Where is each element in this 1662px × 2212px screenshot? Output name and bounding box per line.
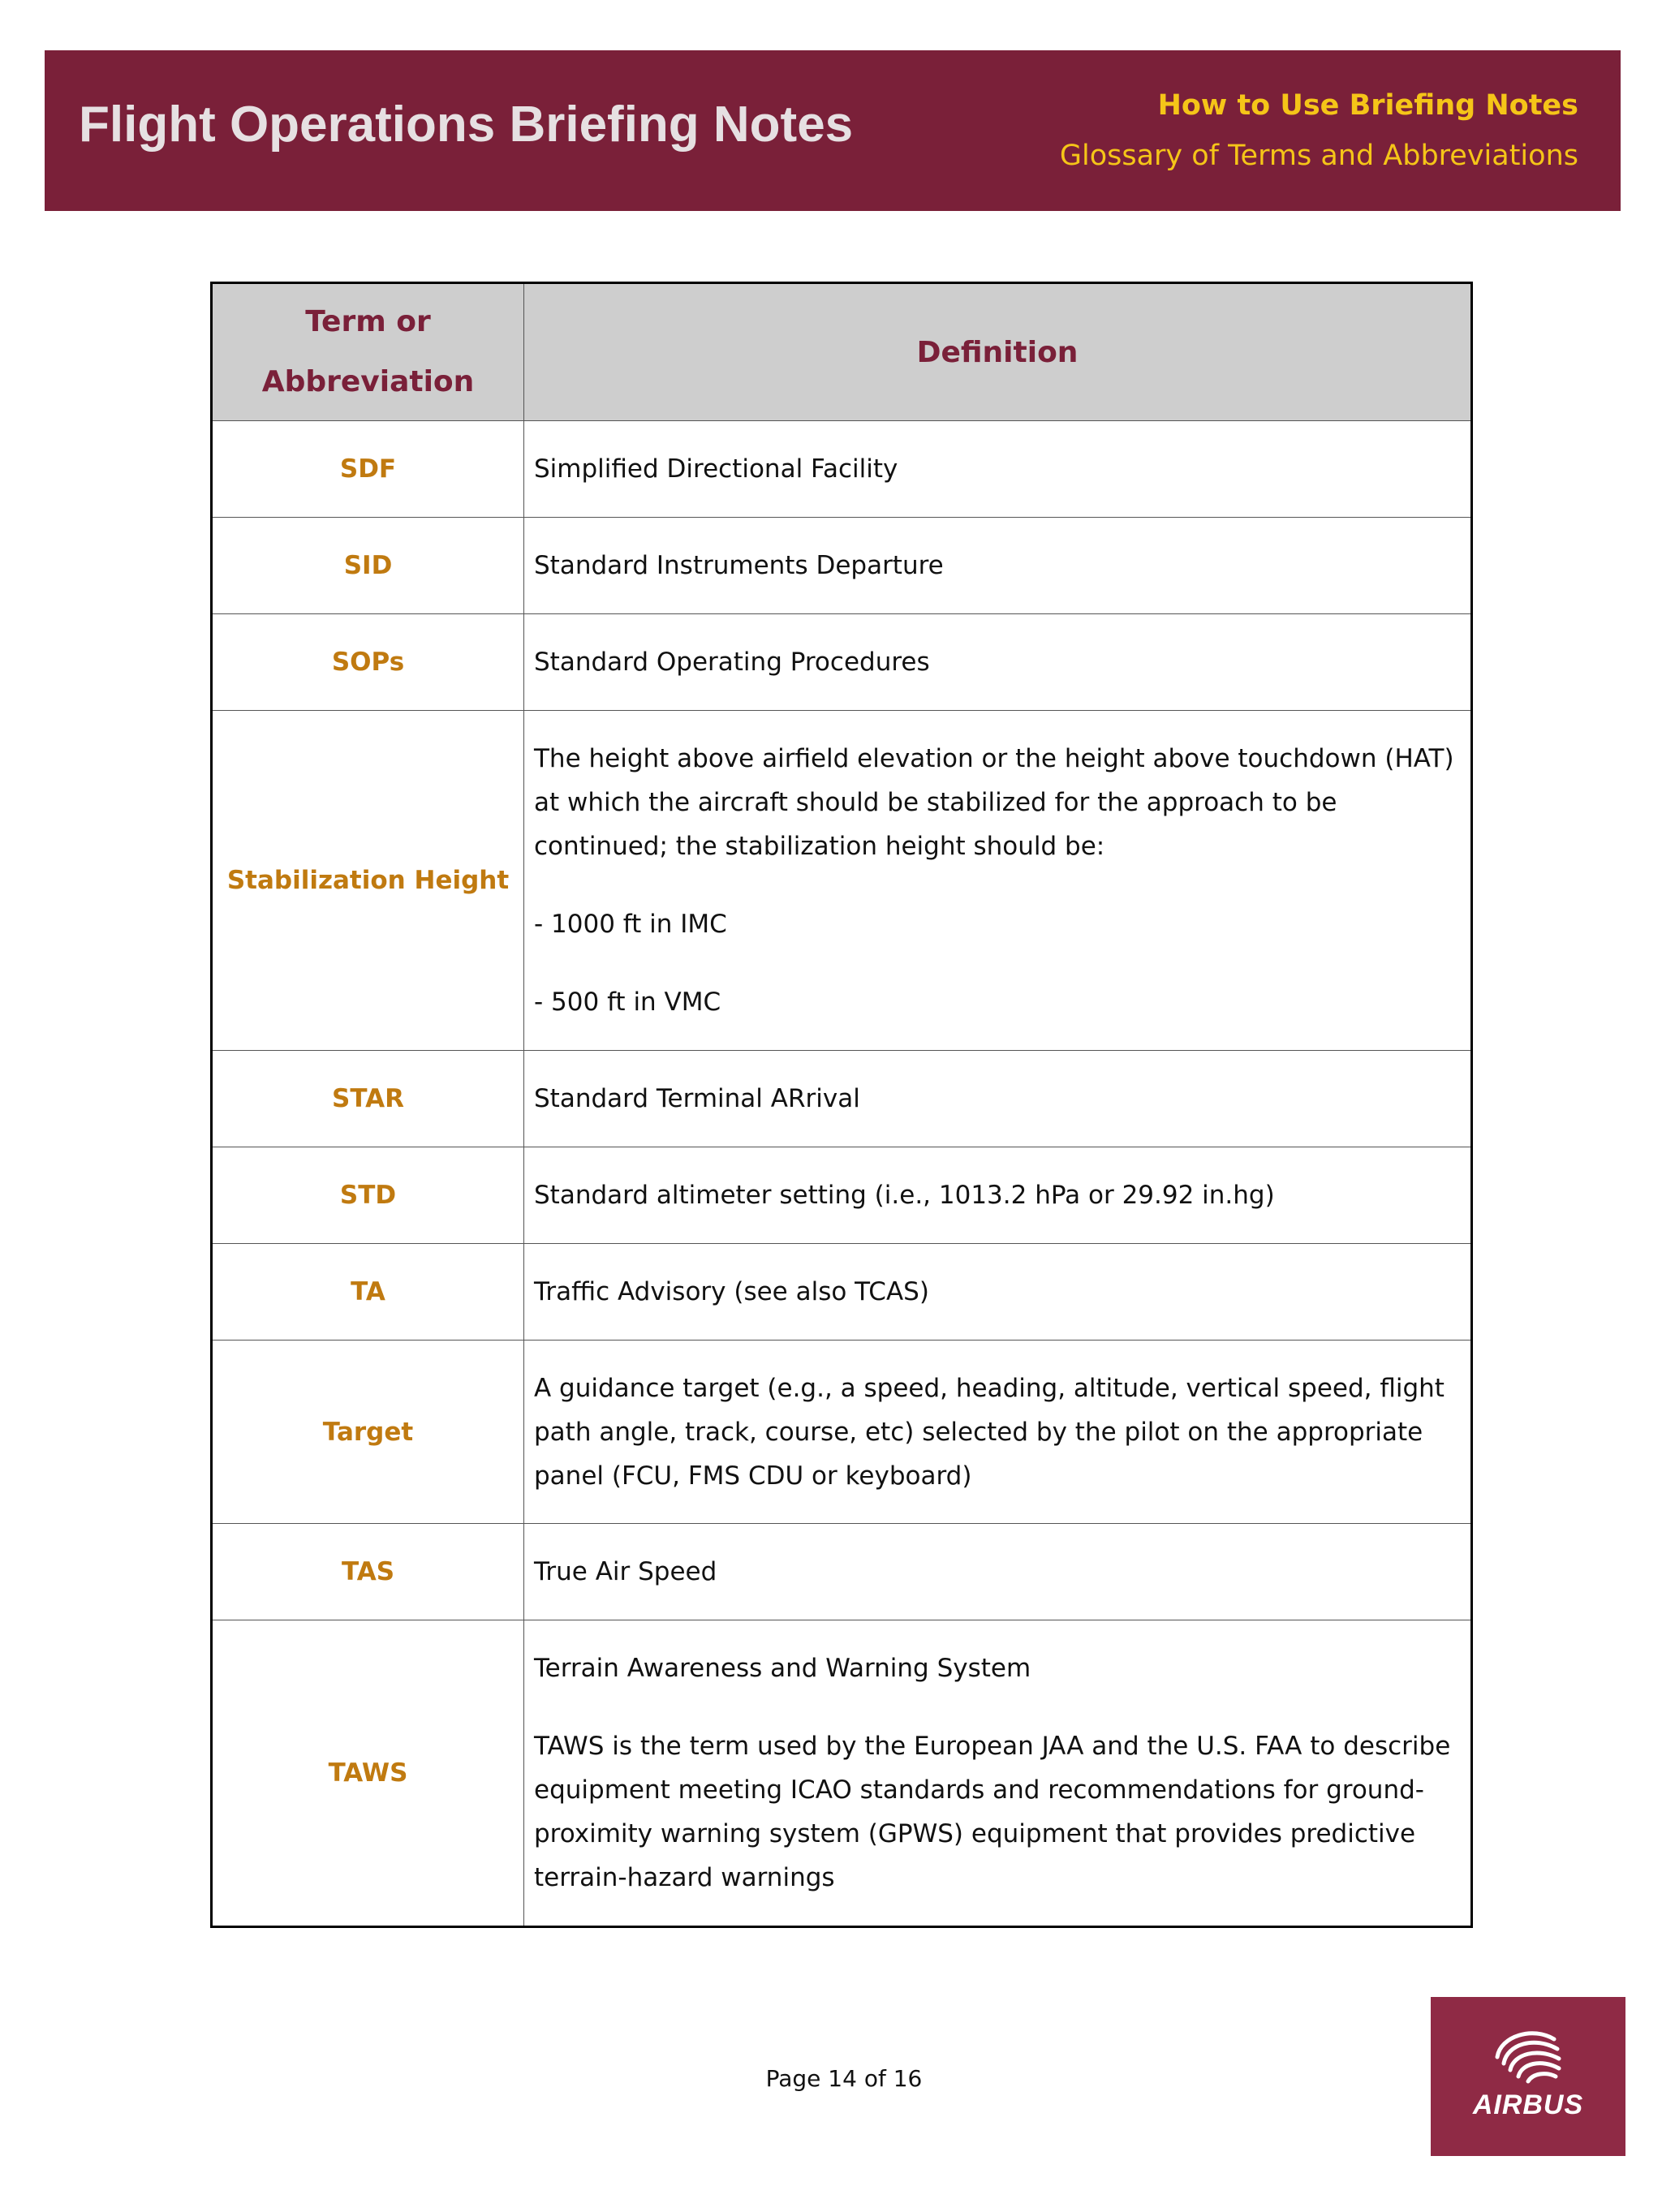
column-header-term-line1: Term or xyxy=(305,305,431,338)
term-cell: TAS xyxy=(212,1524,524,1620)
definition-list-item: - 500 ft in VMC xyxy=(534,988,721,1017)
definition-list-item: - 1000 ft in IMC xyxy=(534,910,727,939)
airbus-wordmark: AIRBUS xyxy=(1472,2089,1584,2120)
term-cell: Stabilization Height xyxy=(212,711,524,1051)
term-cell: STD xyxy=(212,1147,524,1244)
term-cell: TAWS xyxy=(212,1620,524,1927)
term-cell: STAR xyxy=(212,1051,524,1147)
header-right-block xyxy=(1060,86,1578,175)
table-header-row xyxy=(212,283,1472,421)
term-cell: TA xyxy=(212,1244,524,1341)
definition-detail: TAWS is the term used by the European JAA and the U.S. FAA to describe equipment meeting ICAO standards and recommendations for ground-proximity warning system (GPWS) equipment that provides predictive terrain-hazard warnings xyxy=(534,1732,1451,1892)
column-header-term xyxy=(212,283,524,421)
glossary-table xyxy=(210,282,1473,1928)
section-title: Glossary of Terms and Abbreviations xyxy=(1059,140,1578,172)
table-row xyxy=(212,1524,1472,1620)
page-number: Page 14 of 16 xyxy=(765,2065,923,2092)
document-subtitle: How to Use Briefing Notes xyxy=(1157,89,1578,122)
table-row xyxy=(212,421,1472,518)
column-header-definition: Definition xyxy=(524,283,1472,421)
definition-cell xyxy=(524,711,1472,1051)
definition-cell: Standard Operating Procedures xyxy=(524,614,1472,711)
term-cell: SID xyxy=(212,518,524,614)
airbus-logo xyxy=(1431,1997,1625,2156)
definition-cell: True Air Speed xyxy=(524,1524,1472,1620)
term-cell: SOPs xyxy=(212,614,524,711)
definition-cell xyxy=(524,1620,1472,1927)
definition-cell: A guidance target (e.g., a speed, heading, altitude, vertical speed, flight path angle, track, course, etc) selected by the pilot on the appropriate panel (FCU, FMS CDU or keyboard) xyxy=(524,1341,1472,1524)
definition-cell: Traffic Advisory (see also TCAS) xyxy=(524,1244,1472,1341)
column-header-term-line2: Abbreviation xyxy=(261,365,475,398)
term-cell: SDF xyxy=(212,421,524,518)
document-title: Flight Operations Briefing Notes xyxy=(79,97,854,153)
table-row xyxy=(212,1620,1472,1927)
table-row xyxy=(212,1051,1472,1147)
definition-cell: Standard Instruments Departure xyxy=(524,518,1472,614)
table-row xyxy=(212,614,1472,711)
definition-text: The height above airfield elevation or the height above touchdown (HAT) at which the aircraft should be stabilized for the approach to be continued; the stabilization height should be: xyxy=(534,744,1454,861)
definition-cell: Standard altimeter setting (i.e., 1013.2 hPa or 29.92 in.hg) xyxy=(524,1147,1472,1244)
definition-text: Terrain Awareness and Warning System xyxy=(534,1654,1031,1683)
airbus-swirl-icon xyxy=(1489,2025,1567,2086)
table-row xyxy=(212,518,1472,614)
table-row xyxy=(212,1341,1472,1524)
table-row xyxy=(212,1147,1472,1244)
definition-cell: Standard Terminal ARrival xyxy=(524,1051,1472,1147)
definition-cell: Simplified Directional Facility xyxy=(524,421,1472,518)
page-header xyxy=(45,50,1621,211)
table-row xyxy=(212,1244,1472,1341)
term-cell: Target xyxy=(212,1341,524,1524)
table-row xyxy=(212,711,1472,1051)
